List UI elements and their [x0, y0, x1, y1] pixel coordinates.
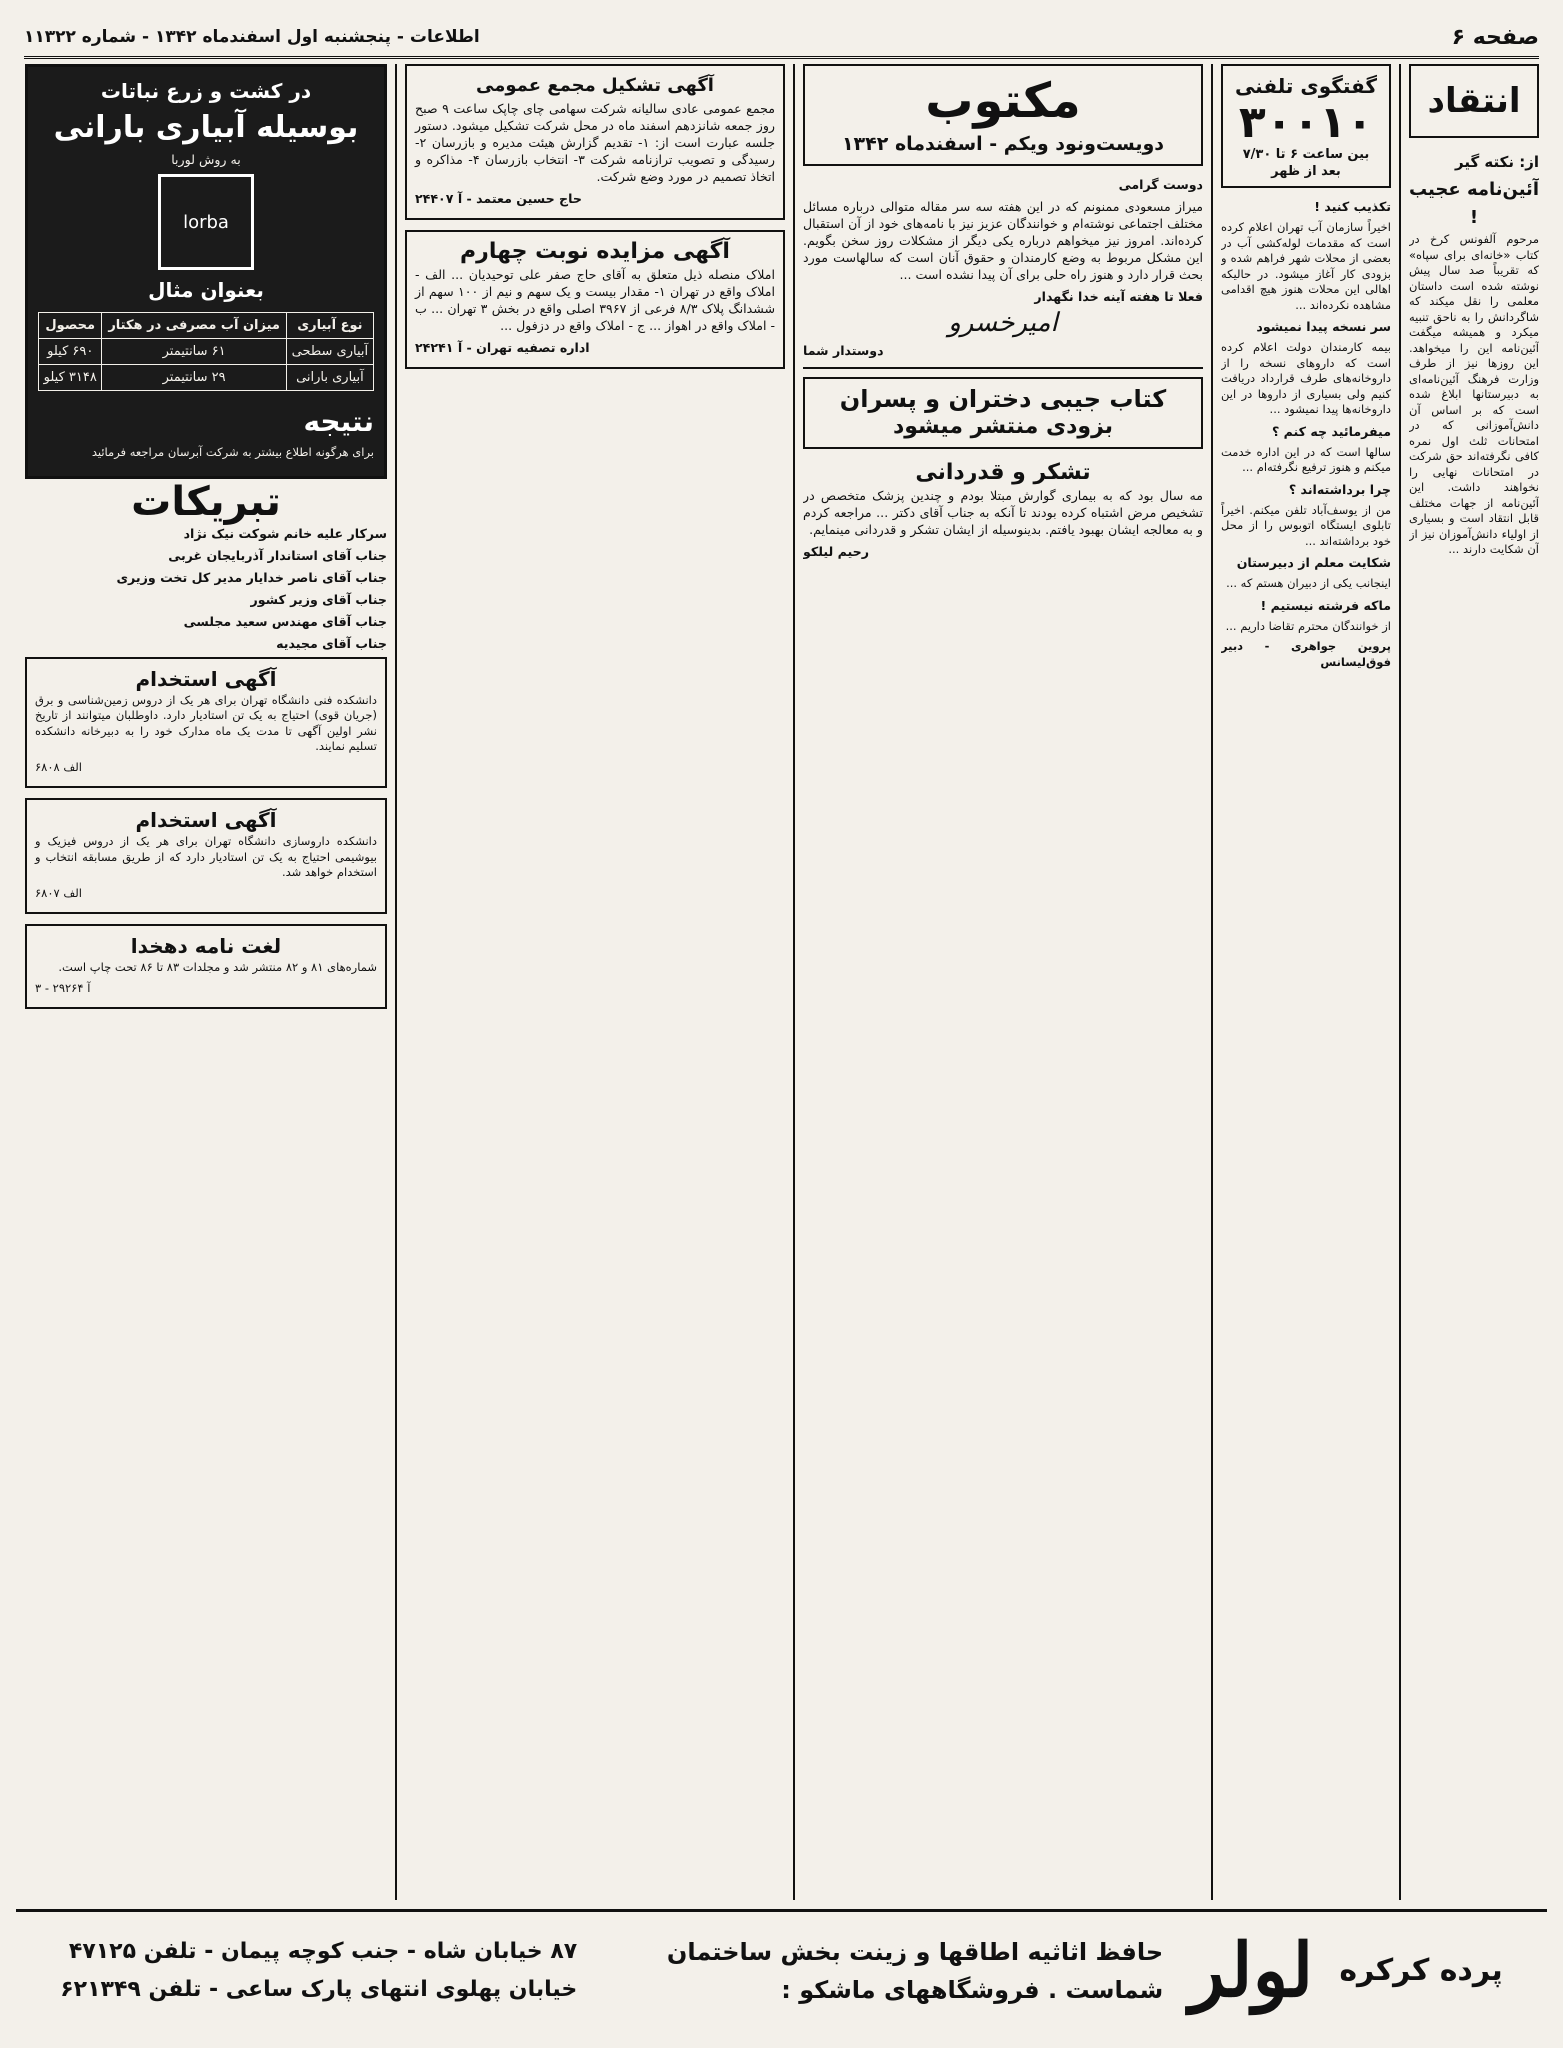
footer-brand: لولر	[1189, 1928, 1314, 2014]
page-label: صفحه ۶	[1451, 24, 1539, 50]
list-item: سرکار علیه خانم شوکت نیک نژاد	[183, 525, 387, 541]
criticism-title: انتقاد	[1427, 81, 1521, 121]
table-header: محصول	[39, 313, 102, 339]
letter-body: میراز مسعودی ممنونم که در این هفته سه سر مقاله متوالی درباره مسائل مختلف اجتماعی نوشته‌ام و خوانندگان عزیز نیز با نامه‌های خود از آن استقبال کرده‌اند. امروز نیز میخواهم درباره یکی دیگر از مشکلات روز سخن بگویم. این مشکل مربوط به وضع کارمندان و حقوق آنان است که سالهاست مورد بحث قرار دارد و هنوز راه حلی برای آن پیدا نشده است ...	[803, 199, 1203, 282]
phone-item-head: تکذیب کنید !	[1314, 199, 1391, 214]
criticism-header	[1409, 64, 1539, 138]
thanks-body: مه سال بود که به بیماری گوارش مبتلا بودم و چندین پزشک متخصص در تشخیص مرض اشتباه کرده بودند تا آنکه به جناب آقای دکتر ... مراجعه کردم و به معالجه ایشان بهبود یافتم. بدینوسیله از ایشان تشکر و قدردانی مینمایم.	[803, 488, 1203, 537]
letter-header	[803, 64, 1203, 166]
list-item: جناب آقای مهندس سعید مجلسی	[183, 613, 387, 629]
table-cell: ۶۱ سانتیمتر	[102, 339, 286, 365]
irrigation-ad	[25, 64, 387, 479]
ad-line-1: در کشت و زرع نباتات	[100, 79, 312, 103]
list-item: جناب آقای وزیر کشور	[250, 591, 387, 607]
table-header: نوع آبیاری	[286, 313, 373, 339]
dictionary-sign: آ ۲۹۲۶۴ - ۳	[35, 980, 91, 995]
phone-hours: بین ساعت ۶ تا ۷/۳۰ بعد از ظهر	[1242, 147, 1370, 179]
letter-signature: امیرخسرو	[948, 308, 1058, 338]
phone-item	[1221, 198, 1391, 313]
list-item: جناب آقای استاندار آذربایجان غربی	[168, 547, 387, 563]
phone-item	[1221, 318, 1391, 418]
auction-title: آگهی مزایده نوبت چهارم	[460, 239, 730, 264]
congrats-list	[25, 525, 387, 652]
phone-item-text: اینجانب یکی از دبیران هستم که ...	[1226, 576, 1391, 590]
irrigation-table	[38, 312, 374, 391]
footer-banner	[16, 1909, 1547, 2030]
list-item: جناب آقای ناصر خدایار مدیر کل تخت وزیری	[116, 569, 387, 585]
job-title: آگهی استخدام	[135, 808, 277, 832]
column-ads	[25, 64, 387, 1900]
congrats-title: تبریکات	[131, 478, 281, 525]
footer-address: ۸۷ خیابان شاه - جنب کوچه پیمان - تلفن ۴۷۱۲۵	[68, 1939, 578, 1964]
table-row	[39, 365, 374, 391]
letter-salutation: دوست گرامی	[1118, 177, 1203, 192]
job-title: آگهی استخدام	[135, 666, 277, 691]
table-row	[39, 339, 374, 365]
letter-title: مکتوب	[925, 73, 1081, 129]
phone-item-head: شکایت معلم از دبیرستان	[1236, 555, 1391, 570]
job-ad-2	[25, 798, 387, 914]
table-header: میزان آب مصرفی در هکتار	[102, 313, 286, 339]
divider	[1399, 64, 1401, 1900]
list-item: جناب آقای مجیدیه	[276, 635, 387, 651]
criticism-headline: آئین‌نامه عجیب !	[1409, 179, 1539, 228]
letter-closing: فعلا تا هفته آینه خدا نگهدار	[1034, 289, 1203, 304]
thanks-sign: رحیم لیلکو	[803, 544, 869, 559]
phone-item-text: از خوانندگان محترم تقاضا داریم ...	[1225, 618, 1391, 633]
book-sub: بزودی منتشر میشود	[892, 414, 1114, 439]
table-cell: ۶۹۰ کیلو	[39, 339, 102, 365]
divider	[803, 367, 1203, 369]
assembly-title: آگهی تشکیل مجمع عمومی	[476, 75, 714, 96]
lorba-logo	[158, 174, 254, 270]
ad-foot: برای هرگونه اطلاع بیشتر به شرکت آبرسان مراجعه فرمائید	[91, 445, 374, 459]
divider	[395, 64, 397, 1900]
issue-line: اطلاعات - پنجشنبه اول اسفندماه ۱۳۴۲ - شماره ۱۱۳۲۲	[24, 27, 480, 47]
table-cell: آبیاری سطحی	[286, 339, 373, 365]
column-phone-talk	[1221, 64, 1391, 1900]
phone-item-text: من از یوسف‌آباد تلفن میکنم. اخیراً تابلوی ایستگاه اتوبوس را از محل خود برداشته‌اند ...	[1221, 502, 1391, 548]
phone-item-text: بیمه کارمندان دولت اعلام کرده است که داروهای نسخه را از داروخانه‌های طرف قرارداد دریافت کنیم ولی بسیاری از داروها در این داروخانه‌ها پیدا نمیشود ...	[1221, 340, 1391, 416]
dictionary-title: لغت نامه دهخدا	[130, 934, 282, 958]
phone-item-head: چرا برداشته‌اند ؟	[1288, 481, 1391, 497]
letter-sign-label: دوستدار شما	[803, 343, 884, 358]
auction-body: املاک منصله ذیل متعلق به آقای حاج صفر علی توحیدیان ... الف - املاک واقع در تهران ۱- مقدار بیست و یک سهم و نیم از ۱۰۰ سهم از ششدانگ پلاک ۸/۳ فرعی از ۳۹۶۷ اصلی واقع در بخش ۳ تهران ... ب - املاک واقع در اهواز ... ج - املاک واقع در دزفول ...	[415, 267, 776, 333]
dictionary-ad	[25, 924, 387, 1009]
masthead	[24, 18, 1539, 59]
criticism-body: مرحوم آلفونس کرخ در کتاب «خانه‌ای برای سپاه» که تقریباً صد سال پیش نوشته شده است داستان معلمی را نقل میکند که شاگردانش را به ناحق تنبیه میکرد و همیشه میگفت آئین‌نامه این را میخواهد. این روزها نیز از طرف وزارت فرهنگ آئین‌نامه‌ای به دبیرستانها ابلاغ شده است که بر اساس آن دانش‌آموزانی که در امتحانات ثلث اول نمره کافی نگرفته‌اند حق شرکت در امتحانات نهایی را نخواهند داشت. این آئین‌نامه از جهات مختلف قابل انتقاد است و بسیاری از اولیاء دانش‌آموزان نیز از آن شکایت دارند ...	[1409, 232, 1539, 556]
auction-notice	[405, 230, 785, 369]
footer-middle-text: حافظ اثاثیه اطاقها و زینت بخش ساختمان شماست . فروشگاههای ماشکو :	[666, 1938, 1164, 2004]
column-criticism	[1409, 64, 1539, 1900]
phone-item	[1221, 423, 1391, 476]
book-title: کتاب جیبی دختران و پسران	[839, 385, 1167, 413]
assembly-body: مجمع عمومی عادی سالیانه شرکت سهامی چای چاپک ساعت ۹ صبح روز جمعه شانزدهم اسفند ماه در محل شرکت تشکیل میشود. دستور جلسه عبارت است از: ۱- تقدیم گزارش هیئت مدیره و بازرسان ۲- رسیدگی و تصویب ترازنامه شرکت ۳- انتخاب بازرسان ۴- مذاکره و اتخاذ تصمیم در مورد وضع شرکت.	[415, 101, 776, 184]
phone-item	[1221, 481, 1391, 550]
job-body: دانشکده فنی دانشگاه تهران برای هر یک از دروس زمین‌شناسی و برق (جریان قوی) احتیاج به یک تن استادیار دارد. داوطلبان میتوانند از تاریخ نشر اولین آگهی تا مدت یک ماه مدارک خود را به دبیرخانه دانشکده تسلیم نمایند.	[35, 692, 377, 753]
job-ad-1	[25, 657, 387, 789]
phone-signature: پروین جواهری - دبیر فوق‌لیسانس	[1221, 639, 1391, 669]
phone-item	[1221, 597, 1391, 635]
job-sign: الف ۶۸۰۷	[35, 885, 82, 900]
phone-item-text: اخیراً سازمان آب تهران اعلام کرده است که مقدمات لوله‌کشی آب در بعضی از محلات شهر فراهم شده و بزودی کار آغاز میشود. در حالیکه اهالی این محلات هنوز هیچ اقدامی مشاهده نکرده‌اند ...	[1221, 220, 1391, 312]
phone-item-head: سر نسخه پیدا نمیشود	[1256, 319, 1391, 334]
dictionary-body: شماره‌های ۸۱ و ۸۲ منتشر شد و مجلدات ۸۳ تا ۸۶ تحت چاپ است.	[58, 960, 377, 974]
letter-date: دویست‌ونود ویکم - اسفندماه ۱۳۴۲	[841, 133, 1165, 155]
ad-result: نتیجه	[303, 405, 374, 438]
column-notices	[405, 64, 785, 1900]
phone-item-text: سالها است که در این اداره خدمت میکنم و هنوز ترفیع نگرفته‌ام ...	[1221, 444, 1391, 474]
thanks-title: تشکر و قدردانی	[915, 460, 1091, 485]
ad-line-2: بوسیله آبیاری بارانی	[53, 110, 359, 145]
book-ad	[803, 377, 1203, 449]
job-sign: الف ۶۸۰۸	[35, 759, 82, 774]
divider	[793, 64, 795, 1900]
auction-sign: اداره تصفیه تهران - آ ۲۴۲۴۱	[415, 340, 590, 355]
footer-addresses	[60, 1933, 577, 2009]
assembly-notice	[405, 64, 785, 220]
divider	[1211, 64, 1213, 1900]
lorba-brand: lorba	[183, 211, 229, 233]
footer-address: خیابان پهلوی انتهای پارک ساعی - تلفن ۶۲۱۳۴۹	[60, 1977, 578, 2002]
job-body: دانشکده داروسازی دانشگاه تهران برای هر یک از دروس فیزیک و بیوشیمی احتیاج به یک تن استادیار دارد که از طریق مسابقه انتخاب و استخدام خواهد شد.	[35, 834, 377, 879]
column-letter	[803, 64, 1203, 1900]
phone-item-head: ماکه فرشته نیستیم !	[1260, 597, 1391, 613]
footer-label: پرده کرکره	[1339, 1953, 1503, 1988]
table-header-row	[39, 313, 374, 339]
table-cell: ۳۱۴۸ کیلو	[39, 365, 102, 391]
ad-line-3: به روش لوربا	[171, 152, 241, 167]
phone-item-head: میفرمائید چه کنم ؟	[1271, 423, 1391, 439]
ad-line-4: بعنوان مثال	[148, 278, 264, 302]
phone-talk-title: گفتگوی تلفنی	[1234, 74, 1378, 98]
phone-item	[1221, 554, 1391, 592]
table-cell: آبیاری بارانی	[286, 365, 373, 391]
assembly-sign: حاج حسین معتمد - آ ۲۴۴۰۷	[415, 191, 582, 206]
table-cell: ۲۹ سانتیمتر	[102, 365, 286, 391]
phone-talk-header	[1221, 64, 1391, 188]
criticism-author: از: نکته گیر	[1455, 153, 1539, 171]
phone-number: ۳۰۰۱۰	[1238, 97, 1374, 148]
